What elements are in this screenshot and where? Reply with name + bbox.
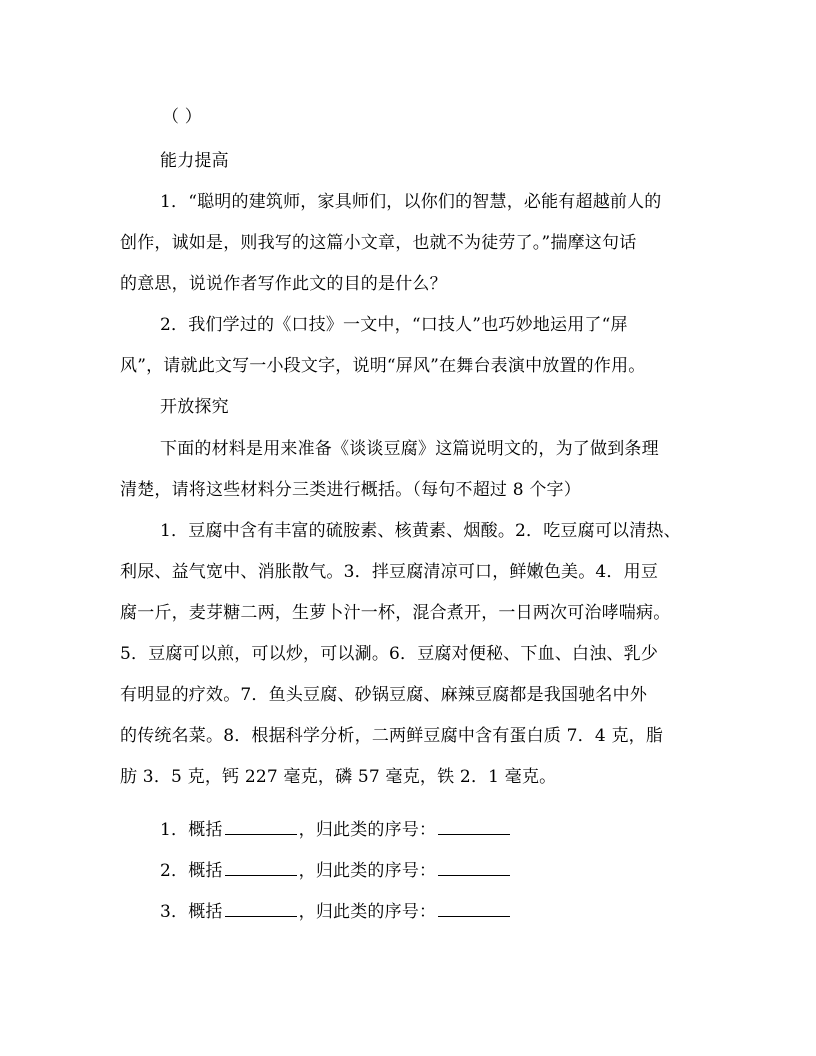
material-line-2: 利尿、益气宽中、消胀散气。3．拌豆腐清凉可口，鲜嫩色美。4．用豆	[120, 562, 659, 582]
answer-parentheses: （ ）	[162, 107, 203, 127]
question-1-line-1: 1．“聪明的建筑师，家具师们，以你们的智慧，必能有超越前人的	[160, 192, 662, 212]
summary-blank[interactable]	[225, 900, 297, 917]
material-line-6: 的传统名菜。8．根据科学分析，二两鲜豆腐中含有蛋白质 7．4 克，脂	[120, 726, 664, 746]
section-heading-open: 开放探究	[160, 397, 229, 417]
question-2-line-2: 风”，请就此文写一小段文字，说明“屏风”在舞台表演中放置的作用。	[120, 356, 646, 376]
material-line-4: 5．豆腐可以煎，可以炒，可以涮。6．豆腐对便秘、下血、白浊、乳少	[120, 644, 659, 664]
section-heading-ability: 能力提高	[160, 151, 229, 171]
number-blank[interactable]	[438, 818, 510, 835]
material-line-5: 有明显的疗效。7．鱼头豆腐、砂锅豆腐、麻辣豆腐都是我国驰名中外	[120, 685, 648, 705]
number-blank[interactable]	[438, 900, 510, 917]
answer-label: 概括	[188, 861, 223, 881]
answer-separator: ，归此类的序号：	[298, 902, 437, 922]
intro-line-1: 下面的材料是用来准备《谈谈豆腐》这篇说明文的，为了做到条理	[160, 439, 659, 459]
material-line-3: 腐一斤，麦芽糖二两，生萝卜汁一杯，混合煮开，一日两次可治哮喘病。	[120, 603, 671, 623]
answer-row-2	[160, 859, 512, 882]
summary-blank[interactable]	[225, 818, 297, 835]
question-1-line-2: 创作，诚如是，则我写的这篇小文章，也就不为徒劳了。”揣摩这句话	[120, 233, 637, 253]
question-1-line-3: 的意思，说说作者写作此文的目的是什么？	[120, 274, 447, 294]
answer-number: 1．	[160, 820, 189, 840]
intro-line-2: 清楚，请将这些材料分三类进行概括。（每句不超过 8 个字）	[120, 480, 581, 500]
summary-blank[interactable]	[225, 859, 297, 876]
material-line-7: 肪 3．5 克，钙 227 毫克，磷 57 毫克，铁 2．1 毫克。	[120, 767, 557, 787]
question-2-line-1: 2．我们学过的《口技》一文中，“口技人”也巧妙地运用了“屏	[160, 315, 628, 335]
number-blank[interactable]	[438, 859, 510, 876]
answer-row-1	[160, 818, 512, 841]
answer-number: 2．	[160, 861, 189, 881]
material-line-1: 1．豆腐中含有丰富的硫胺素、核黄素、烟酸。2．吃豆腐可以清热、	[160, 521, 681, 541]
answer-number: 3．	[160, 902, 189, 922]
answer-row-3	[160, 900, 512, 923]
answer-separator: ，归此类的序号：	[298, 861, 437, 881]
answer-label: 概括	[188, 820, 223, 840]
answer-label: 概括	[188, 902, 223, 922]
answer-separator: ，归此类的序号：	[298, 820, 437, 840]
